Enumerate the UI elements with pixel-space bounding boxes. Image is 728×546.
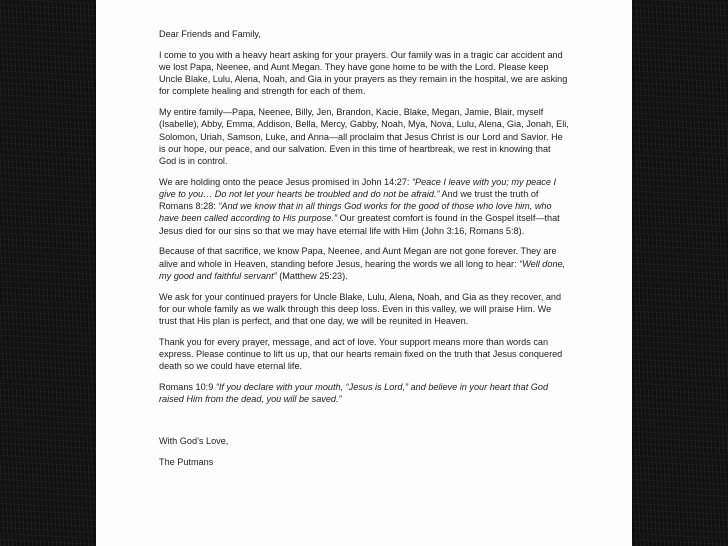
paragraph-family: My entire family—Papa, Neenee, Billy, Jen, Brandon, Kacie, Blake, Megan, Jamie, Blair, myself (Isabelle), Abby, Emma, Addison, Bella, Mercy, Gabby, Noah, Mya, Nova, Lulu, Alena, Gia, Jonah, Eli, Solomon, Uriah, Samson, Luke, and Anna—all proclaim that Jesus Christ is our Lord and Savior. He is our hope, our peace, and our salvation. Even in this time of heartbreak, we rest in knowing that God is in control.: [159, 107, 569, 167]
paragraph-thanks: Thank you for every prayer, message, and act of love. Your support means more than words can express. Please continue to lift us up, that our hearts remain fixed on the truth that Jesus conquered death so we could have eternal life.: [159, 336, 563, 372]
background-right: [632, 0, 728, 546]
background-left: [0, 0, 96, 546]
verse-reference: Romans 10:9: [159, 382, 216, 393]
letter-body: [159, 28, 569, 477]
paragraph-prayer-request: I come to you with a heavy heart asking for your prayers. Our family was in a tragic car accident and we lost Papa, Neenee, and Aunt Megan. They have gone home to be with the Lord. Please keep Uncle Blake, Lulu, Alena, Noah, and Gia in your prayers as they remain in the hospital, we are asking for complete healing and strength for each of them.: [159, 49, 568, 97]
matthew-quote: “Well done, my good and faithful servant”: [159, 258, 566, 281]
john-quote: “Peace I leave with you; my peace I give to you… Do not let your hearts be troubled and do not be afraid.”: [159, 176, 557, 200]
paragraph-scripture: [159, 176, 569, 237]
paragraph-romans-10-9: [159, 381, 569, 405]
closing: With God’s Love,: [159, 436, 229, 447]
scripture-text: Our greatest comfort is found in the Gospel itself—that Jesus died for our sins so that we may have eternal life with Him (John 3:16, Romans 5:8).: [159, 213, 560, 236]
greeting: Dear Friends and Family,: [159, 29, 261, 39]
heaven-text: (Matthew 25:23).: [276, 270, 348, 281]
signature: The Putmans: [159, 456, 214, 467]
paragraph-heaven: [159, 245, 569, 282]
paragraph-continued-prayers: We ask for your continued prayers for Uncle Blake, Lulu, Alena, Noah, and Gia as they recover, and for our whole family as we walk through this deep loss. Even in this valley, we will praise Him. We trust that His plan is perfect, and that one day, we will be reunited in Heaven.: [159, 291, 562, 327]
romans-10-9-quote: “If you declare with your mouth, “Jesus is Lord,” and believe in your heart that God raised Him from the dead, you will be saved.”: [159, 382, 549, 405]
scripture-text: We are holding onto the peace Jesus promised in John 14:27:: [159, 176, 412, 187]
romans-quote: “And we know that in all things God works for the good of those who love him, who have been called according to His purpose.”: [159, 201, 552, 224]
letter-page: [96, 0, 632, 546]
scripture-text: And we trust the truth of Romans 8:28:: [159, 189, 539, 212]
heaven-text: Because of that sacrifice, we know Papa, Neenee, and Aunt Megan are not gone forever. They are alive and whole in Heaven, standing before Jesus, hearing the words we all long to hear:: [159, 246, 557, 269]
spacer: [159, 414, 569, 435]
